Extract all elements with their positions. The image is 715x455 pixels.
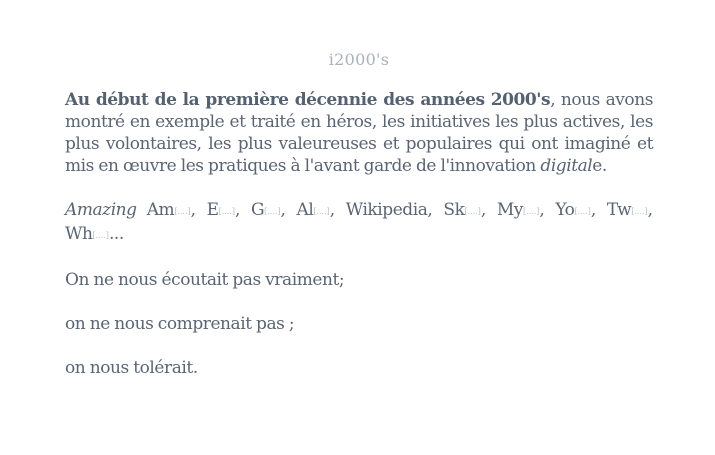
separator: , <box>590 200 607 220</box>
separator: , <box>539 200 556 220</box>
trailing-dots: ... <box>108 224 124 244</box>
amazing-lead: Amazing <box>65 200 137 220</box>
ellipsis-marker: [....] <box>522 207 540 216</box>
ellipsis-marker: [....] <box>631 207 648 216</box>
intro-paragraph <box>65 89 653 177</box>
name-e: E <box>206 200 219 220</box>
intro-ending: e. <box>592 156 607 176</box>
name-am: Am <box>146 200 175 220</box>
ellipsis-marker: [....] <box>574 207 591 216</box>
separator: , <box>329 200 346 220</box>
ellipsis-marker: [....] <box>313 207 330 216</box>
intro-body: , nous avons montré en exemple et traité en héros, les initiatives les plus actives, les plus volontaires, les plus valeureuses et populaires qui ont imaginé et mis en œuvre les pratiques à l'avant garde de l'innovation <box>65 90 653 176</box>
name-al: Al <box>296 200 314 220</box>
page-title: i2000's <box>328 50 390 69</box>
ellipsis-marker: [....] <box>464 207 481 216</box>
ellipsis-marker: [....] <box>174 207 191 216</box>
ellipsis-marker: [....] <box>218 207 235 216</box>
line-tolerait: on nous tolérait. <box>65 358 198 378</box>
name-wikipedia: Wikipedia <box>345 200 428 220</box>
separator: , <box>190 200 207 220</box>
line-comprenait: on ne nous comprenait pas ; <box>65 314 295 334</box>
intro-lead: Au début de la première décennie des années 2000's <box>65 90 551 110</box>
name-tw: Tw <box>606 200 632 220</box>
amazing-paragraph <box>65 199 653 247</box>
separator: , <box>427 200 444 220</box>
separator: , <box>647 200 654 220</box>
intro-italic-word: digital <box>540 156 593 176</box>
name-my: My <box>496 200 523 220</box>
separator: , <box>280 200 297 220</box>
name-g: G <box>250 200 265 220</box>
ellipsis-marker: [....] <box>92 231 109 240</box>
name-wh: Wh <box>65 224 93 244</box>
separator: , <box>480 200 497 220</box>
separator: , <box>235 200 251 220</box>
line-ecoutait: On ne nous écoutait pas vraiment; <box>65 270 345 290</box>
name-sk: Sk <box>443 200 465 220</box>
name-yo: Yo <box>555 200 575 220</box>
ellipsis-marker: [....] <box>264 207 281 216</box>
